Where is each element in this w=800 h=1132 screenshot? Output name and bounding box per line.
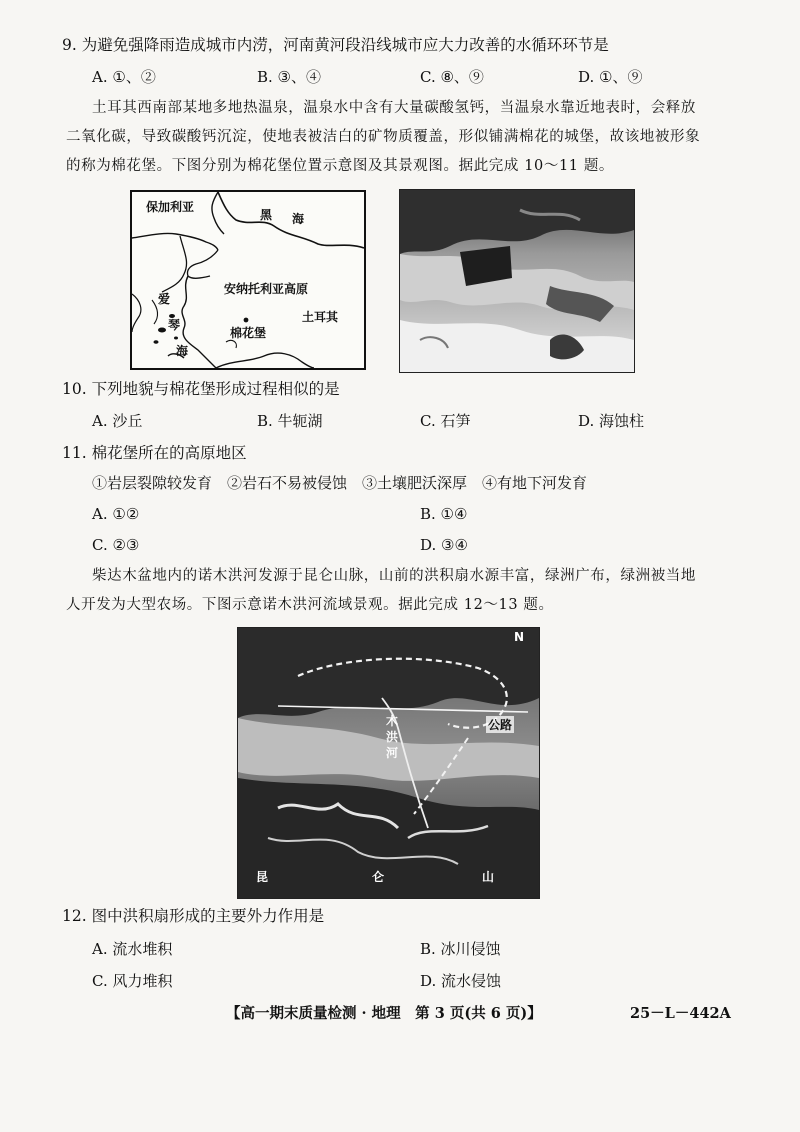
passage-line: 土耳其西南部某地多地热温泉，温泉水中含有大量碳酸氢钙，当温泉水靠近地表时，会释放 (92, 100, 696, 116)
label-pamukkale: 棉花堡 (230, 326, 267, 340)
label-river-2: 洪 (386, 730, 399, 744)
pamukkale-landscape-photo (399, 189, 635, 373)
q12-option-a: A. 流水堆积 (92, 940, 173, 958)
label-turkey: 土耳其 (302, 310, 339, 324)
q9-option-c: C. ⑧、⑨ (420, 68, 484, 86)
passage-pamukkale (66, 94, 766, 181)
label-bulgaria: 保加利亚 (146, 200, 195, 214)
q11-option-c: C. ②③ (92, 536, 140, 554)
label-black-sea-1: 黑 (260, 208, 273, 222)
photo-rendering (400, 190, 634, 372)
satellite-rendering (238, 628, 539, 898)
page-footer-code: 25－L－442A (630, 1005, 731, 1022)
passage-nomhon-river (66, 562, 766, 620)
q11-option-b: B. ①④ (420, 505, 468, 523)
label-river-3: 河 (386, 746, 399, 760)
q12-option-c: C. 风力堆积 (92, 972, 173, 990)
label-kunlun-1: 昆 (256, 870, 269, 884)
page-footer-title: 【高一期末质量检测 · 地理 第 3 页(共 6 页)】 (226, 1005, 542, 1022)
nomhon-river-satellite-image (237, 627, 540, 899)
question-10-stem: 10. 下列地貌与棉花堡形成过程相似的是 (62, 380, 340, 398)
passage-line: 的称为棉花堡。下图分别为棉花堡位置示意图及其景观图。据此完成 10～11 题。 (66, 158, 615, 174)
label-anatolian-plateau: 安纳托利亚高原 (224, 282, 309, 296)
q11-statement-items: ①岩层裂隙较发育 ②岩石不易被侵蚀 ③土壤肥沃深厚 ④有地下河发育 (92, 474, 588, 492)
passage-line: 人开发为大型农场。下图示意诺木洪河流域景观。据此完成 12～13 题。 (66, 597, 554, 613)
label-aegean-3: 海 (176, 344, 189, 358)
question-12-stem: 12. 图中洪积扇形成的主要外力作用是 (62, 907, 325, 925)
q10-option-a: A. 沙丘 (92, 412, 143, 430)
q12-option-b: B. 冰川侵蚀 (420, 940, 501, 958)
q9-option-b: B. ③、④ (257, 68, 322, 86)
label-kunlun-3: 山 (482, 870, 495, 884)
pamukkale-location-map (130, 190, 366, 370)
q10-option-d: D. 海蚀柱 (578, 412, 645, 430)
north-arrow-label: N (514, 630, 525, 644)
q10-option-c: C. 石笋 (420, 412, 471, 430)
label-road: 公路 (488, 718, 513, 732)
q12-option-d: D. 流水侵蚀 (420, 972, 502, 990)
passage-line: 二氧化碳，导致碳酸钙沉淀，使地表被洁白的矿物质覆盖，形似铺满棉花的城堡，故该地被形象 (66, 129, 701, 145)
label-aegean-2: 琴 (168, 318, 181, 332)
label-aegean-1: 爱 (158, 292, 171, 306)
q10-option-b: B. 牛轭湖 (257, 412, 323, 430)
q11-option-a: A. ①② (92, 505, 140, 523)
label-river-1: 木 (386, 714, 399, 728)
label-black-sea-2: 海 (292, 212, 305, 226)
question-11-stem: 11. 棉花堡所在的高原地区 (62, 444, 247, 462)
label-kunlun-2: 仑 (372, 870, 385, 884)
q9-option-d: D. ①、⑨ (578, 68, 643, 86)
q11-option-d: D. ③④ (420, 536, 468, 554)
q9-option-a: A. ①、② (92, 68, 156, 86)
passage-line: 柴达木盆地内的诺木洪河发源于昆仑山脉，山前的洪积扇水源丰富，绿洲广布，绿洲被当地 (92, 568, 696, 584)
question-9-stem: 9. 为避免强降雨造成城市内涝，河南黄河段沿线城市应大力改善的水循环环节是 (62, 36, 609, 54)
